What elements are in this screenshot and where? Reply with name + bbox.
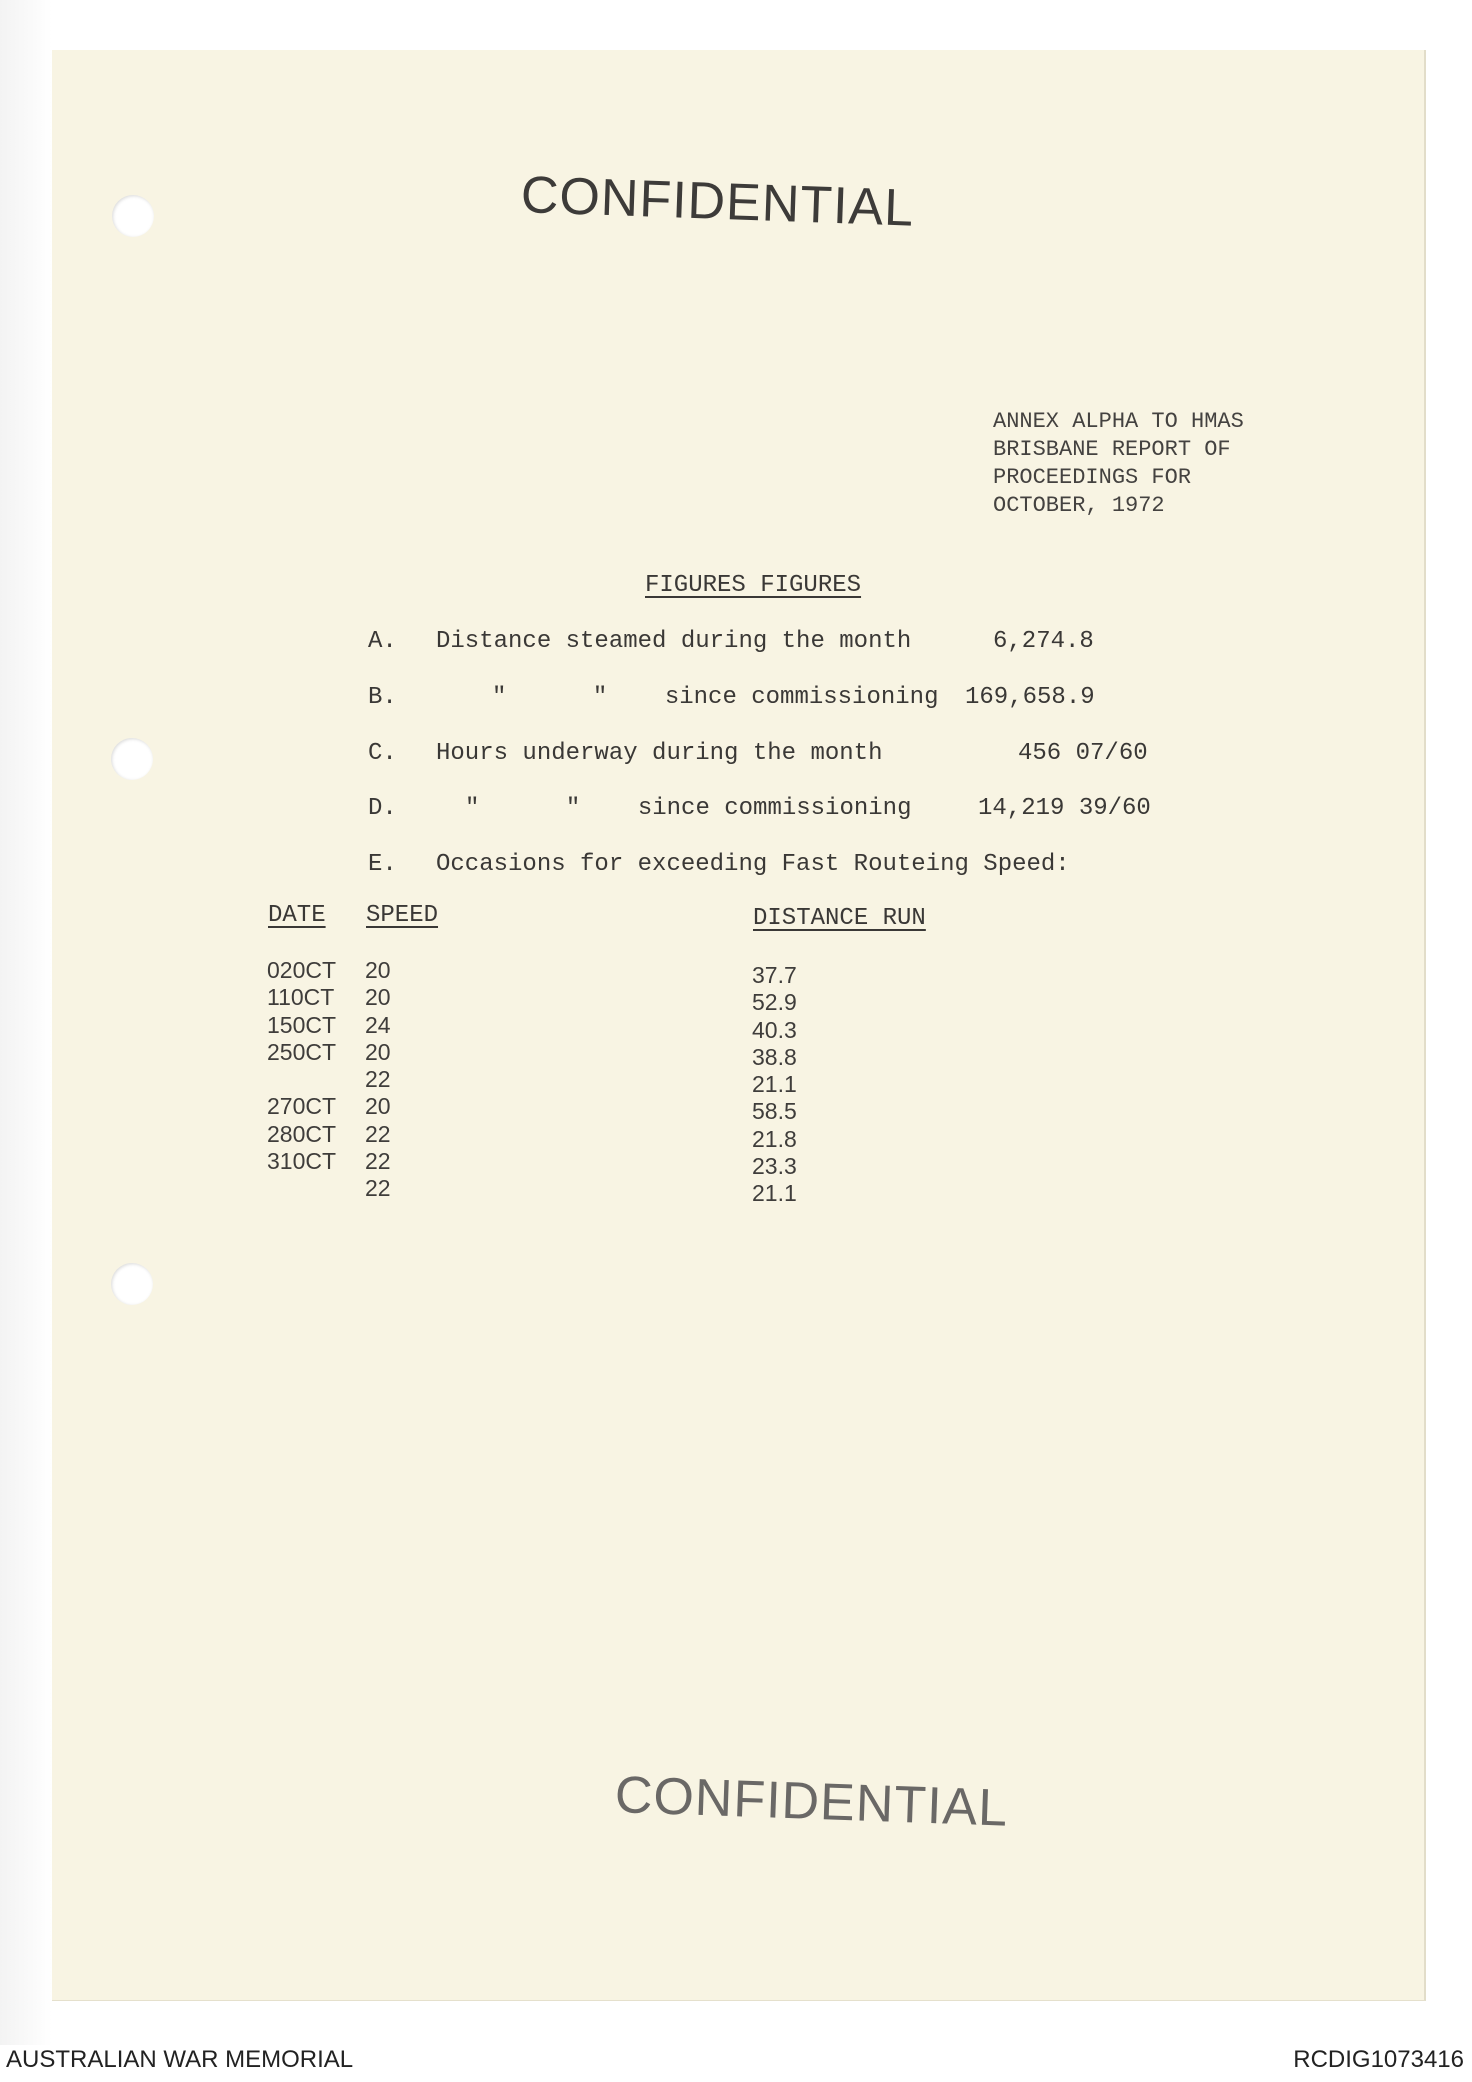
item-value-a: 6,274.8 bbox=[993, 628, 1094, 655]
table-cell-date: 250CT bbox=[267, 1038, 337, 1065]
item-letter-b: B. bbox=[368, 684, 397, 711]
table-cell-date: 270CT bbox=[267, 1093, 337, 1120]
item-text-b: " " since commissioning bbox=[492, 684, 939, 711]
scan-left-edge bbox=[0, 0, 52, 2045]
table-cell-speed: 20 bbox=[365, 984, 391, 1011]
document-page bbox=[52, 50, 1426, 2001]
figures-heading: FIGURES FIGURES bbox=[645, 572, 862, 599]
table-cell-distance: 37.7 bbox=[752, 962, 797, 988]
item-value-d: 14,219 39/60 bbox=[978, 795, 1151, 822]
annex-line: ANNEX ALPHA TO HMAS bbox=[993, 409, 1244, 434]
item-letter-a: A. bbox=[368, 628, 397, 655]
table-header-distance: DISTANCE RUN bbox=[753, 905, 926, 932]
table-date-column bbox=[267, 957, 336, 1203]
item-letter-c: C. bbox=[368, 740, 397, 767]
annex-line: PROCEEDINGS FOR bbox=[993, 465, 1192, 490]
item-letter-e: E. bbox=[368, 851, 397, 878]
table-header-speed: SPEED bbox=[366, 902, 439, 929]
table-cell-distance: 23.3 bbox=[752, 1153, 797, 1180]
table-cell-distance: 38.8 bbox=[752, 1043, 797, 1070]
annex-line: BRISBANE REPORT OF bbox=[993, 437, 1231, 462]
table-cell-speed: 22 bbox=[365, 1175, 391, 1202]
table-cell-distance: 21.8 bbox=[752, 1125, 797, 1152]
table-cell-date: 310CT bbox=[267, 1148, 337, 1175]
table-cell-speed: 20 bbox=[365, 1038, 391, 1065]
punch-hole-bottom bbox=[111, 1263, 153, 1305]
annex-line: OCTOBER, 1972 bbox=[993, 493, 1165, 518]
table-cell-speed: 22 bbox=[365, 1066, 391, 1093]
confidential-stamp-bottom: CONFIDENTIAL bbox=[613, 1765, 1010, 1838]
table-cell-date bbox=[267, 1066, 336, 1093]
table-cell-distance: 21.1 bbox=[752, 1180, 797, 1207]
item-letter-d: D. bbox=[368, 795, 397, 822]
table-cell-speed: 22 bbox=[365, 1148, 391, 1175]
table-cell-speed: 20 bbox=[365, 957, 391, 983]
table-cell-speed: 22 bbox=[365, 1120, 391, 1147]
footer-archive-name: AUSTRALIAN WAR MEMORIAL bbox=[6, 2046, 354, 2073]
table-cell-date bbox=[267, 1175, 336, 1202]
punch-hole-middle bbox=[111, 738, 153, 780]
item-value-b: 169,658.9 bbox=[965, 684, 1095, 711]
item-value-c: 456 07/60 bbox=[1018, 740, 1148, 767]
table-header-date: DATE bbox=[268, 902, 326, 929]
item-text-d: " " since commissioning bbox=[465, 795, 912, 822]
table-cell-date: 110CT bbox=[267, 984, 335, 1011]
table-cell-date: 150CT bbox=[267, 1011, 337, 1038]
confidential-stamp-top: CONFIDENTIAL bbox=[519, 165, 916, 238]
table-cell-distance: 58.5 bbox=[752, 1098, 797, 1125]
table-cell-speed: 24 bbox=[365, 1011, 391, 1038]
annex-reference bbox=[993, 408, 1244, 520]
table-cell-date: 280CT bbox=[267, 1120, 337, 1147]
table-speed-column bbox=[365, 957, 391, 1203]
punch-hole-top bbox=[112, 195, 154, 237]
footer-reference-id: RCDIG1073416 bbox=[1293, 2046, 1464, 2073]
item-text-a: Distance steamed during the month bbox=[436, 628, 912, 655]
item-text-c: Hours underway during the month bbox=[436, 740, 883, 767]
item-text-e: Occasions for exceeding Fast Routeing Speed: bbox=[436, 851, 1070, 878]
table-distance-column bbox=[752, 962, 797, 1208]
table-cell-distance: 21.1 bbox=[752, 1071, 797, 1098]
table-cell-distance: 52.9 bbox=[752, 989, 797, 1016]
table-cell-distance: 40.3 bbox=[752, 1016, 797, 1043]
table-cell-date: 020CT bbox=[267, 957, 337, 983]
table-cell-speed: 20 bbox=[365, 1093, 391, 1120]
